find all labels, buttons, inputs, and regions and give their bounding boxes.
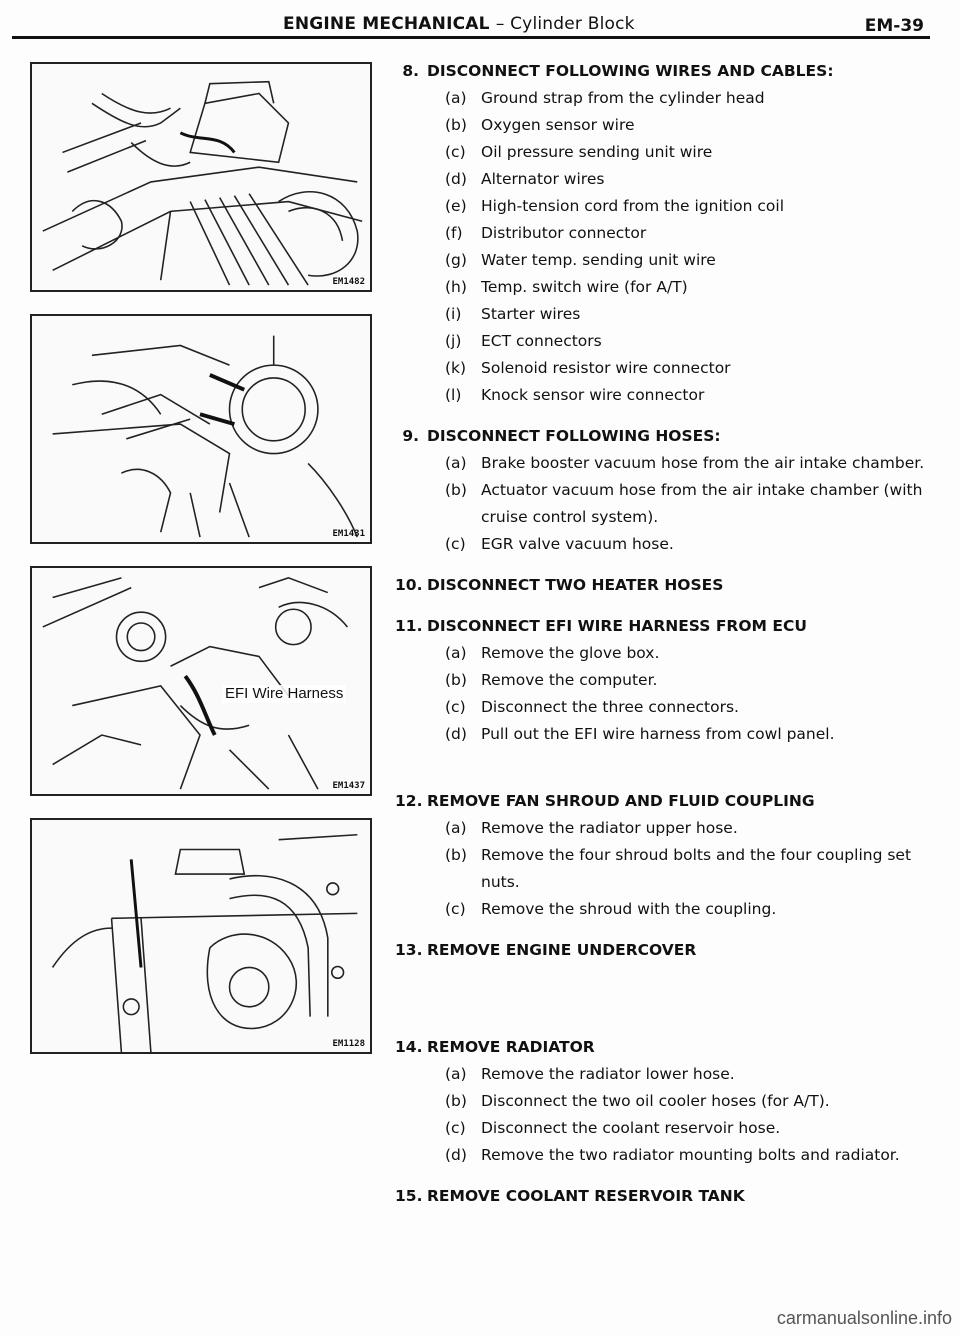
step-13 xyxy=(395,937,935,964)
step-title: DISCONNECT TWO HEATER HOSES xyxy=(427,576,724,594)
list-item: (a) Brake booster vacuum hose from the air intake chamber. xyxy=(445,454,925,472)
header-divider xyxy=(12,36,930,39)
step-title: REMOVE RADIATOR xyxy=(427,1038,595,1056)
list-item: (a) Remove the radiator upper hose. xyxy=(445,819,738,837)
list-item: (a) Remove the glove box. xyxy=(445,644,660,662)
page-header xyxy=(0,0,960,44)
figure-code: EM1482 xyxy=(332,277,365,287)
list-item: (c) Disconnect the coolant reservoir hose. xyxy=(445,1119,781,1137)
figure-egr-hose xyxy=(30,314,372,544)
step-number: 9. xyxy=(402,427,419,445)
step-number: 11. xyxy=(395,617,423,635)
list-item: (g) Water temp. sending unit wire xyxy=(445,251,716,269)
procedure-steps xyxy=(395,58,935,1224)
list-item: (k) Solenoid resistor wire connector xyxy=(445,359,731,377)
list-item: (b) Remove the four shroud bolts and the four coupling set nuts. xyxy=(445,846,912,891)
section-subtitle: – Cylinder Block xyxy=(495,14,635,34)
list-item: (e) High-tension cord from the ignition coil xyxy=(445,197,785,215)
list-item: (a) Ground strap from the cylinder head xyxy=(445,89,765,107)
step-8 xyxy=(395,58,935,409)
list-item: (f) Distributor connector xyxy=(445,224,647,242)
figure-code: EM1431 xyxy=(332,529,365,539)
step-title: DISCONNECT EFI WIRE HARNESS FROM ECU xyxy=(427,617,807,635)
step-title: DISCONNECT FOLLOWING WIRES AND CABLES: xyxy=(427,62,834,80)
engine-illustration xyxy=(32,316,370,542)
list-item: (b) Oxygen sensor wire xyxy=(445,116,635,134)
list-item: (h) Temp. switch wire (for A/T) xyxy=(445,278,688,296)
list-item: (c) Oil pressure sending unit wire xyxy=(445,143,713,161)
list-item: (c) EGR valve vacuum hose. xyxy=(445,535,674,553)
figure-ground-strap xyxy=(30,62,372,292)
step-number: 10. xyxy=(395,576,423,594)
efi-harness-callout: EFI Wire Harness xyxy=(222,685,346,703)
step-number: 14. xyxy=(395,1038,423,1056)
step-number: 15. xyxy=(395,1187,423,1205)
list-item: (d) Remove the two radiator mounting bolts and radiator. xyxy=(445,1146,900,1164)
step-15 xyxy=(395,1183,935,1210)
list-item: (d) Alternator wires xyxy=(445,170,605,188)
list-item: (b) Remove the computer. xyxy=(445,671,658,689)
step-title: REMOVE FAN SHROUD AND FLUID COUPLING xyxy=(427,792,815,810)
engine-illustration xyxy=(32,568,370,794)
list-item: (b) Actuator vacuum hose from the air intake chamber (with cruise control system). xyxy=(445,481,923,526)
engine-illustration xyxy=(32,64,370,290)
step-title: DISCONNECT FOLLOWING HOSES: xyxy=(427,427,721,445)
figure-efi-harness xyxy=(30,566,372,796)
list-item: (a) Remove the radiator lower hose. xyxy=(445,1065,735,1083)
step-12 xyxy=(395,788,935,923)
list-item: (d) Pull out the EFI wire harness from cowl panel. xyxy=(445,725,835,743)
step-number: 12. xyxy=(395,792,423,810)
step-9 xyxy=(395,423,935,558)
step-title: REMOVE ENGINE UNDERCOVER xyxy=(427,941,697,959)
figure-code: EM1128 xyxy=(332,1039,365,1049)
step-title: REMOVE COOLANT RESERVOIR TANK xyxy=(427,1187,745,1205)
list-item: (i) Starter wires xyxy=(445,305,581,323)
list-item: (j) ECT connectors xyxy=(445,332,602,350)
page-number: EM-39 xyxy=(864,16,924,36)
list-item: (c) Disconnect the three connectors. xyxy=(445,698,739,716)
step-number: 8. xyxy=(402,62,419,80)
list-item: (c) Remove the shroud with the coupling. xyxy=(445,900,777,918)
list-item: (l) Knock sensor wire connector xyxy=(445,386,705,404)
engine-illustration xyxy=(32,820,370,1052)
watermark: carmanualsonline.info xyxy=(776,1308,952,1328)
step-10 xyxy=(395,572,935,599)
step-14 xyxy=(395,1034,935,1169)
section-title: ENGINE MECHANICAL xyxy=(283,14,490,34)
list-item: (b) Disconnect the two oil cooler hoses (for A/T). xyxy=(445,1092,830,1110)
figure-fan-shroud xyxy=(30,818,372,1054)
step-11 xyxy=(395,613,935,748)
step-number: 13. xyxy=(395,941,423,959)
figure-code: EM1437 xyxy=(332,781,365,791)
page-title xyxy=(283,14,635,34)
